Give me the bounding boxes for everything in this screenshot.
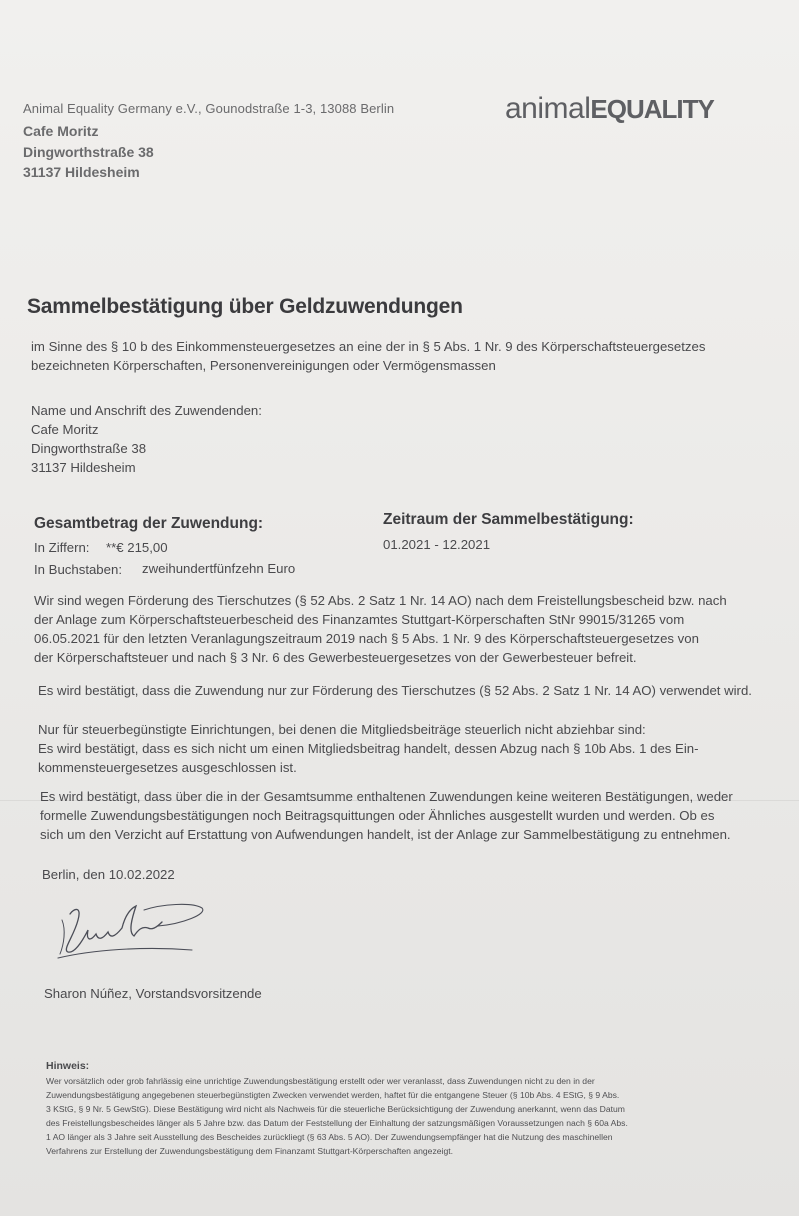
logo-part-animal: animal	[505, 92, 591, 125]
hint-line: des Freistellungsbescheides länger als 5 Jahre bzw. das Datum der Feststellung der Einhaltung der satzungsmäßigen Voraussetzungen nach § 60a Abs.	[46, 1118, 628, 1128]
animal-equality-logo	[505, 92, 714, 126]
logo-part-equality: EQUALITY	[590, 94, 714, 124]
signatory-name: Sharon Núñez, Vorstandsvorsitzende	[44, 986, 262, 1001]
amount-letters-value: zweihundertfünfzehn Euro	[142, 561, 296, 576]
donor-block	[31, 401, 262, 477]
place-date: Berlin, den 10.02.2022	[42, 867, 175, 882]
period-value: 01.2021 - 12.2021	[383, 537, 491, 552]
sender-line: Animal Equality Germany e.V., Gounodstraße 1-3, 13088 Berlin	[23, 101, 395, 116]
hint-title: Hinweis:	[46, 1060, 90, 1072]
recipient-name: Cafe Moritz	[23, 123, 99, 139]
paragraph-exemption	[34, 591, 727, 667]
paragraph-confirmation	[40, 787, 733, 844]
paragraph-usage	[38, 681, 752, 700]
recipient-street: Dingworthstraße 38	[23, 144, 154, 160]
amount-digits-value: **€ 215,00	[106, 540, 168, 555]
paragraph-line: Nur für steuerbegünstigte Einrichtungen, bei denen die Mitgliedsbeiträge steuerlich nicht abziehbar sind:	[38, 722, 646, 737]
amount-letters-label: In Buchstaben:	[34, 562, 122, 577]
paragraph-line: Wir sind wegen Förderung des Tierschutzes (§ 52 Abs. 2 Satz 1 Nr. 14 AO) nach dem Freistellungsbescheid bzw. nach	[34, 593, 727, 608]
paragraph-line: formelle Zuwendungsbestätigungen noch Beitragsquittungen oder Ähnliches ausgestellt wurden und werden. Ob es	[40, 808, 715, 823]
paragraph-line: Es wird bestätigt, dass es sich nicht um einen Mitgliedsbeitrag handelt, dessen Abzug nach § 10b Abs. 1 des Ein-	[38, 741, 699, 756]
hint-text	[46, 1074, 746, 1158]
donor-name: Cafe Moritz	[31, 422, 99, 437]
signature-image	[52, 900, 212, 970]
paragraph-line: der Körperschaftsteuer und nach § 3 Nr. 6 des Gewerbesteuergesetzes von der Gewerbesteuer befreit.	[34, 650, 637, 665]
amount-digits-label: In Ziffern:	[34, 540, 90, 555]
paragraph-line: Es wird bestätigt, dass über die in der Gesamtsumme enthaltenen Zuwendungen keine weiteren Bestätigungen, weder	[40, 789, 733, 804]
paragraph-line: kommensteuergesetzes ausgeschlossen ist.	[38, 760, 297, 775]
paragraph-line: Es wird bestätigt, dass die Zuwendung nur zur Förderung des Tierschutzes (§ 52 Abs. 2 Satz 1 Nr. 14 AO) verwendet wird.	[38, 683, 752, 698]
hint-line: Zuwendungsbestätigung angegebenen steuerbegünstigten Zwecken verwendet werden, haftet für die entgangene Steuer (§ 10b Abs. 4 EStG, § 9 Abs.	[46, 1090, 620, 1100]
donor-street: Dingworthstraße 38	[31, 441, 147, 456]
hint-line: Verfahrens zur Erstellung der Zuwendungsbestätigung dem Finanzamt Stuttgart-Körperschaften angezeigt.	[46, 1146, 454, 1156]
intro-line: bezeichneten Körperschaften, Personenvereinigungen oder Vermögensmassen	[31, 358, 496, 373]
paragraph-membership	[38, 720, 699, 777]
donor-city: 31137 Hildesheim	[31, 460, 136, 475]
period-heading: Zeitraum der Sammelbestätigung:	[383, 511, 634, 528]
intro-text	[31, 337, 705, 375]
hint-line: 3 KStG, § 9 Nr. 5 GewStG). Diese Bestätigung wird nicht als Nachweis für die steuerliche Berücksichtigung der Zuwendung anerkannt, wenn das Datum	[46, 1104, 625, 1114]
document-title: Sammelbestätigung über Geldzuwendungen	[27, 295, 463, 318]
recipient-city: 31137 Hildesheim	[23, 164, 140, 180]
hint-line: Wer vorsätzlich oder grob fahrlässig eine unrichtige Zuwendungsbestätigung erstellt oder wer veranlasst, dass Zuwendungen nicht zu den in der	[46, 1076, 595, 1086]
intro-line: im Sinne des § 10 b des Einkommensteuergesetzes an eine der in § 5 Abs. 1 Nr. 9 des Körperschaftsteuergesetzes	[31, 339, 706, 354]
amount-heading: Gesamtbetrag der Zuwendung:	[34, 515, 264, 532]
paragraph-line: sich um den Verzicht auf Erstattung von Aufwendungen handelt, ist der Anlage zur Sammelbestätigung zu entnehmen.	[40, 827, 731, 842]
donor-label: Name und Anschrift des Zuwendenden:	[31, 403, 262, 418]
hint-line: 1 AO länger als 3 Jahre seit Ausstellung des Bescheides zurückliegt (§ 63 Abs. 5 AO). Der Zuwendungsempfänger hat die Nutzung des maschinellen	[46, 1132, 613, 1142]
paragraph-line: 06.05.2021 für den letzten Veranlagungszeitraum 2019 nach § 5 Abs. 1 Nr. 9 des Körperschaftsteuergesetzes von	[34, 631, 699, 646]
paragraph-line: der Anlage zum Körperschaftsteuerbescheid des Finanzamtes Stuttgart-Körperschaften StNr 99015/31265 vom	[34, 612, 685, 627]
